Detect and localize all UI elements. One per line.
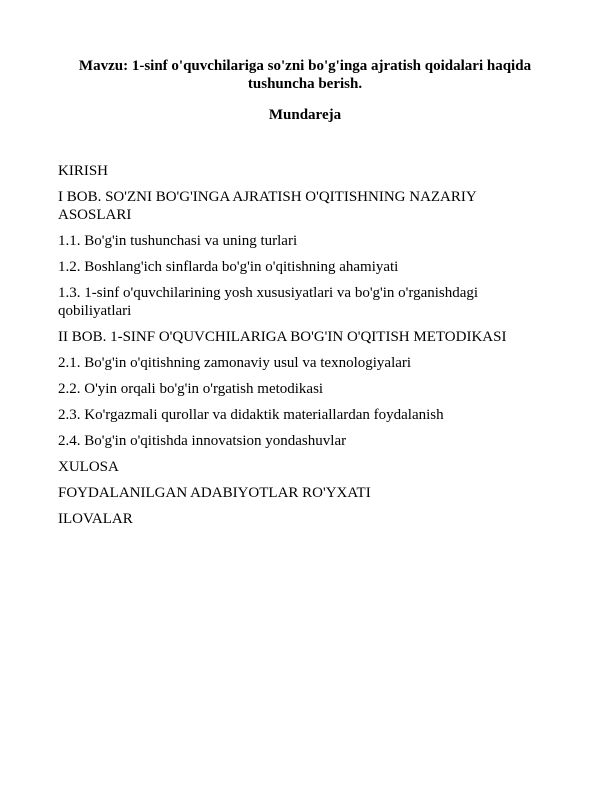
- toc-item-2-3: 2.3. Ko'rgazmali qurollar va didaktik materiallardan foydalanish: [58, 407, 444, 423]
- toc-item-chapter-1: I BOB. SO'ZNI BO'G'INGA AJRATISH O'QITISHNING NAZARIY ASOSLARI: [58, 189, 477, 223]
- toc-item-appendices: ILOVALAR: [58, 511, 133, 527]
- toc-item-2-1: 2.1. Bo'g'in o'qitishning zamonaviy usul va texnologiyalari: [58, 355, 412, 371]
- toc-item-1-2: 1.2. Boshlang'ich sinflarda bo'g'in o'qitishning ahamiyati: [58, 259, 399, 275]
- table-of-contents: [58, 162, 548, 536]
- toc-item-1-3: 1.3. 1-sinf o'quvchilarining yosh xususiyatlari va bo'g'in o'rganishdagi qobiliyatlari: [58, 285, 479, 319]
- toc-item-2-2: 2.2. O'yin orqali bo'g'in o'rgatish metodikasi: [58, 381, 324, 397]
- toc-item-introduction: KIRISH: [58, 163, 109, 179]
- toc-item-1-1: 1.1. Bo'g'in tushunchasi va uning turlari: [58, 233, 298, 249]
- toc-item-chapter-2: II BOB. 1-SINF O'QUVCHILARIGA BO'G'IN O'QITISH METODIKASI: [58, 329, 507, 345]
- toc-item-2-4: 2.4. Bo'g'in o'qitishda innovatsion yondashuvlar: [58, 433, 347, 449]
- toc-item-conclusion: XULOSA: [58, 459, 119, 475]
- contents-heading: Mundareja: [268, 107, 342, 123]
- document-title: Mavzu: 1-sinf o'quvchilariga so'zni bo'g'inga ajratish qoidalari haqida tushuncha berish.: [78, 58, 532, 92]
- toc-item-references: FOYDALANILGAN ADABIYOTLAR RO'YXATI: [58, 485, 371, 501]
